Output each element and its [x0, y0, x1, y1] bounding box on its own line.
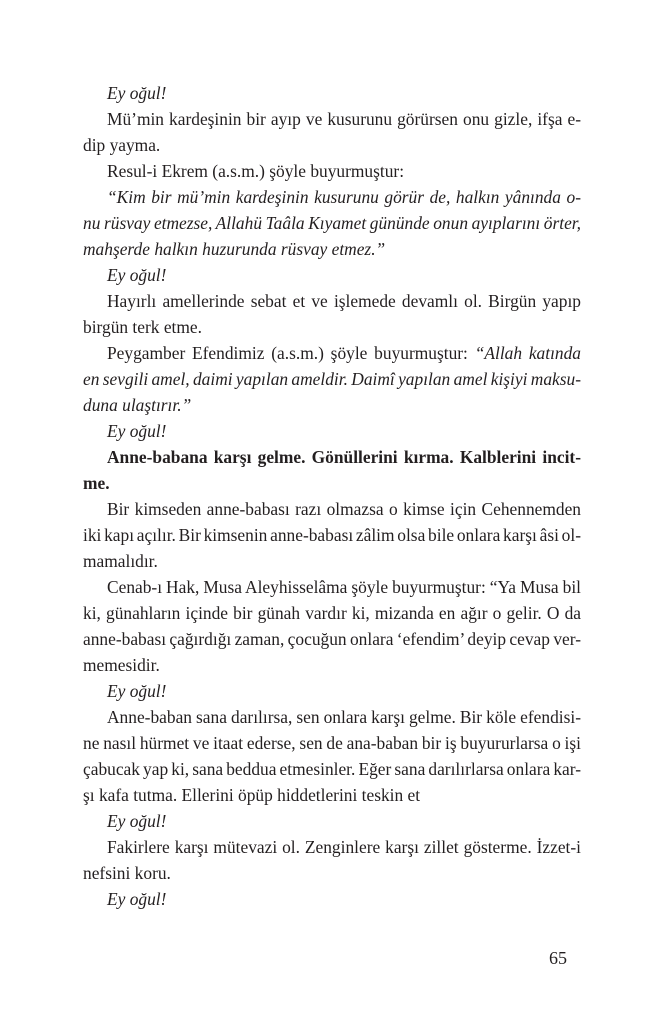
text-line: duna ulaştırır.” — [83, 395, 192, 415]
text-line: birgün terk etme. — [83, 317, 202, 337]
paragraph — [83, 106, 581, 158]
text-line: ne nasıl hürmet ve itaat ederse, sen de ana-baban bir iş buyururlarsa o işi — [83, 733, 581, 753]
text-line: anne-babası çağırdığı zaman, çocuğun onlara ‘efendim’ deyip cevap ver- — [83, 629, 581, 649]
paragraph — [83, 574, 581, 678]
text-line — [83, 340, 581, 366]
text-line: Bir kimseden anne-babası razı olmazsa o kimse için Cehennemden — [107, 499, 581, 519]
page-number: 65 — [549, 948, 567, 968]
text-line: Cenab-ı Hak, Musa Aleyhisselâma şöyle buyurmuştur: “Ya Musa bil — [107, 577, 581, 597]
text-line: çabucak yap ki, sana beddua etmesinler. Eğer sana darılırlarsa onlara kar- — [83, 759, 581, 779]
text-line: Anne-babana karşı gelme. Gönüllerini kırma. Kalblerini incit- — [107, 447, 581, 467]
hadith-quote — [83, 184, 581, 262]
text-line: Resul-i Ekrem (a.s.m.) şöyle buyurmuştur: — [107, 161, 405, 181]
text-line: “Kim bir mü’min kardeşinin kusurunu görür de, halkın yânında o- — [107, 187, 581, 207]
paragraph — [83, 288, 581, 340]
exclamation-ey-ogul: Ey oğul! — [107, 265, 167, 285]
hadith-quote-start: “Allah katında — [474, 343, 581, 363]
text-line: dip yayma. — [83, 135, 161, 155]
text-line: memesidir. — [83, 655, 160, 675]
exclamation-ey-ogul: Ey oğul! — [107, 421, 167, 441]
paragraph — [83, 496, 581, 574]
text-line: Fakirlere karşı mütevazi ol. Zenginlere karşı zillet gösterme. İzzet-i — [107, 837, 581, 857]
text-line: Anne-baban sana darılırsa, sen onlara karşı gelme. Bir köle efendisi- — [107, 707, 581, 727]
paragraph — [83, 158, 581, 184]
text-line: nefsini koru. — [83, 863, 171, 883]
text-line: nu rüsvay etmezse, Allahü Taâla Kıyamet gününde onun ayıplarını örter, — [83, 213, 581, 233]
paragraph — [83, 704, 581, 808]
bold-admonition — [83, 444, 581, 496]
book-page-body — [83, 80, 581, 912]
text-line: mamalıdır. — [83, 551, 158, 571]
paragraph — [83, 834, 581, 886]
text-line: iki kapı açılır. Bir kimsenin anne-babası zâlim olsa bile onlara karşı âsi ol- — [83, 525, 581, 545]
text-line: en sevgili amel, daimi yapılan ameldir. Daimî yapılan amel kişiyi maksu- — [83, 369, 581, 389]
exclamation-ey-ogul: Ey oğul! — [107, 681, 167, 701]
text-line: Hayırlı amellerinde sebat et ve işlemede devamlı ol. Birgün yapıp — [107, 291, 581, 311]
paragraph — [83, 340, 581, 418]
text-line: ki, günahların içinde bir günah vardır ki, mizanda en ağır o gelir. O da — [83, 603, 581, 623]
text-line: Mü’min kardeşinin bir ayıp ve kusurunu görürsen onu gizle, ifşa e- — [107, 109, 581, 129]
text-line: me. — [83, 473, 110, 493]
exclamation-ey-ogul: Ey oğul! — [107, 811, 167, 831]
exclamation-ey-ogul: Ey oğul! — [107, 83, 167, 103]
exclamation-ey-ogul: Ey oğul! — [107, 889, 167, 909]
text-line: şı kafa tutma. Ellerini öpüp hiddetlerini teskin et — [83, 785, 421, 805]
text-line: mahşerde halkın huzurunda rüsvay etmez.” — [83, 239, 386, 259]
text-lead: Peygamber Efendimiz (a.s.m.) şöyle buyurmuştur: — [107, 343, 475, 363]
